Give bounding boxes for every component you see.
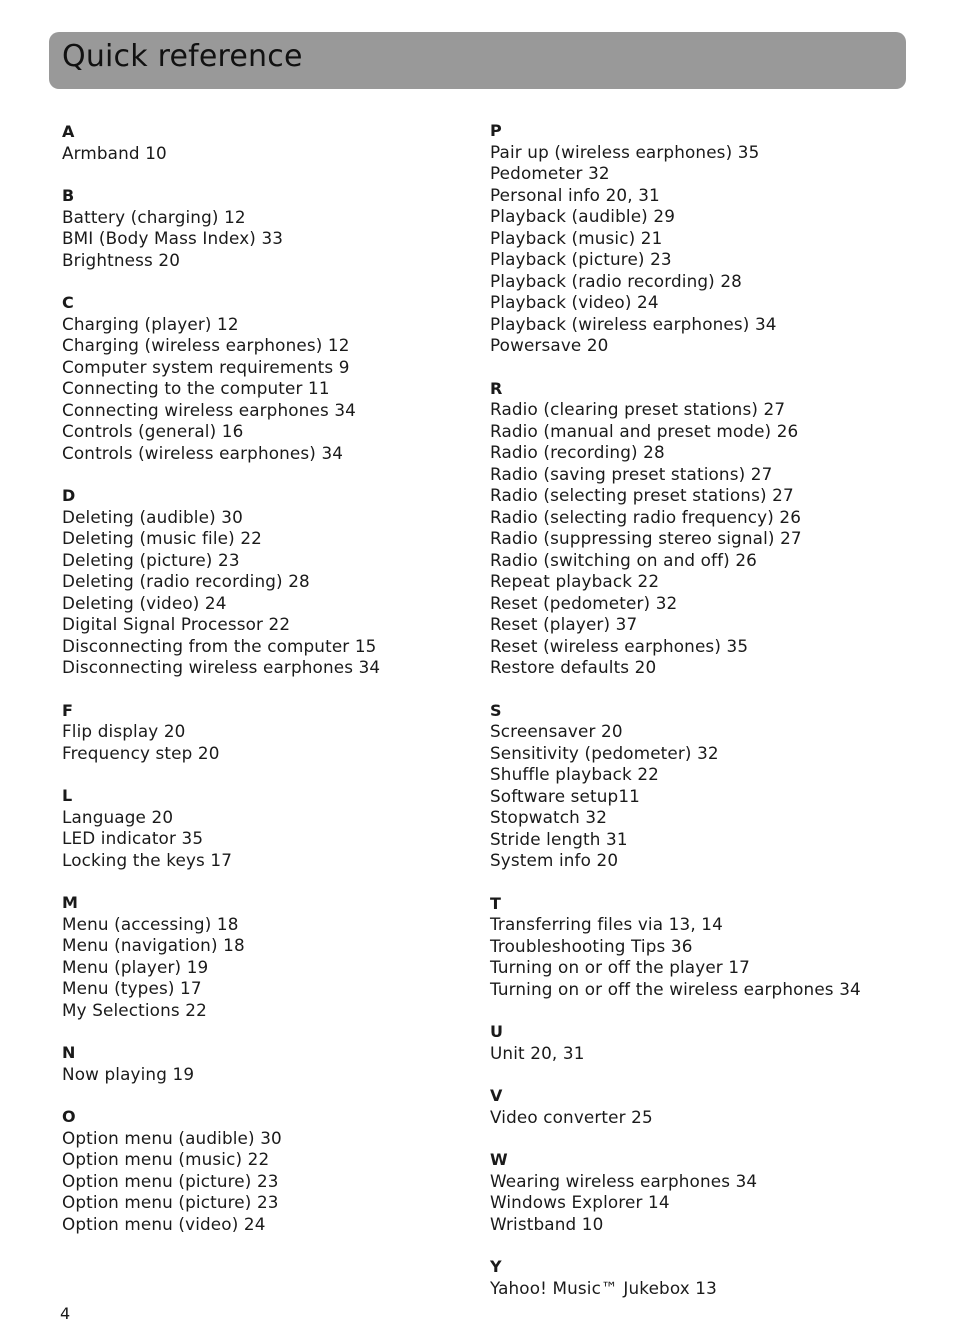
- index-entry: Deleting (picture) 23: [62, 549, 240, 570]
- index-entry: Pair up (wireless earphones) 35: [490, 141, 760, 162]
- index-entry: Brightness 20: [62, 249, 181, 270]
- index-entry: Option menu (picture) 23: [62, 1170, 279, 1191]
- index-entry: Armband 10: [62, 142, 167, 163]
- index-section-o: [62, 1106, 482, 1235]
- index-section-t: [490, 893, 910, 1001]
- section-letter: A: [62, 122, 75, 141]
- index-entry: Screensaver 20: [490, 721, 623, 741]
- index-entry: Option menu (music) 22: [62, 1149, 270, 1169]
- index-entry: Unit 20, 31: [490, 1042, 585, 1063]
- index-entry: Battery (charging) 12: [62, 206, 246, 227]
- index-entry: Language 20: [62, 806, 174, 827]
- index-entry: Charging (player) 12: [62, 313, 239, 334]
- index-entry: Menu (player) 19: [62, 956, 209, 977]
- section-letter: D: [62, 486, 76, 505]
- index-entry: Connecting wireless earphones 34: [62, 399, 356, 420]
- index-entry: Troubleshooting Tips 36: [490, 935, 693, 956]
- index-section-s: [490, 700, 910, 872]
- index-section-b: [62, 185, 482, 271]
- index-entry: Disconnecting from the computer 15: [62, 635, 377, 656]
- index-entry: Reset (pedometer) 32: [490, 592, 678, 613]
- index-entry: Playback (music) 21: [490, 227, 663, 248]
- index-entry: Video converter 25: [490, 1106, 653, 1127]
- index-entry: Now playing 19: [62, 1063, 195, 1084]
- index-section-m: [62, 892, 482, 1021]
- index-entry: Personal info 20, 31: [490, 184, 660, 205]
- section-letter: Y: [490, 1257, 502, 1276]
- index-entry: Repeat playback 22: [490, 571, 660, 591]
- index-column-left: [62, 121, 482, 1256]
- index-entry: Deleting (video) 24: [62, 592, 227, 613]
- section-letter: L: [62, 786, 73, 805]
- index-entry: Connecting to the computer 11: [62, 378, 330, 398]
- index-entry: Wristband 10: [490, 1213, 604, 1234]
- section-letter: W: [490, 1150, 508, 1169]
- index-section-d: [62, 485, 482, 679]
- index-entry: Shuffle playback 22: [490, 764, 660, 784]
- section-letter: N: [62, 1043, 76, 1062]
- section-letter: C: [62, 293, 74, 312]
- index-entry: Playback (picture) 23: [490, 249, 672, 269]
- index-entry: Yahoo! Music™ Jukebox 13: [490, 1277, 717, 1298]
- section-letter: M: [62, 893, 78, 912]
- section-letter: O: [62, 1107, 76, 1126]
- index-entry: Windows Explorer 14: [490, 1192, 670, 1212]
- index-entry: Option menu (video) 24: [62, 1213, 266, 1234]
- index-section-a: [62, 121, 482, 164]
- index-entry: Deleting (music file) 22: [62, 528, 262, 548]
- index-entry: Controls (general) 16: [62, 421, 244, 441]
- index-entry: Reset (player) 37: [490, 614, 638, 634]
- index-entry: Playback (audible) 29: [490, 206, 676, 226]
- index-entry: My Selections 22: [62, 999, 207, 1020]
- index-entry: Disconnecting wireless earphones 34: [62, 657, 381, 677]
- section-letter: V: [490, 1086, 503, 1105]
- index-entry: Sensitivity (pedometer) 32: [490, 742, 719, 763]
- index-entry: Playback (video) 24: [490, 292, 659, 312]
- index-entry: Stride length 31: [490, 828, 628, 849]
- index-entry: BMI (Body Mass Index) 33: [62, 228, 284, 248]
- index-section-u: [490, 1021, 910, 1064]
- index-entry: Turning on or off the player 17: [490, 957, 750, 977]
- index-entry: Pedometer 32: [490, 163, 610, 183]
- index-entry: Radio (recording) 28: [490, 442, 665, 462]
- index-entry: Playback (radio recording) 28: [490, 270, 742, 291]
- header-bar: [49, 32, 906, 89]
- page-number: 4: [60, 1304, 71, 1323]
- section-letter: F: [62, 700, 73, 720]
- index-section-r: [490, 378, 910, 679]
- index-entry: Software setup11: [490, 785, 640, 806]
- index-entry: Radio (switching on and off) 26: [490, 549, 758, 570]
- index-entry: Transferring files via 13, 14: [490, 914, 723, 934]
- index-entry: Controls (wireless earphones) 34: [62, 442, 344, 463]
- index-section-v: [490, 1085, 910, 1128]
- index-entry: Menu (navigation) 18: [62, 935, 245, 955]
- index-entry: Frequency step 20: [62, 742, 220, 763]
- section-letter: R: [490, 378, 503, 398]
- index-entry: LED indicator 35: [62, 828, 204, 848]
- index-entry: Charging (wireless earphones) 12: [62, 335, 350, 355]
- index-entry: Reset (wireless earphones) 35: [490, 635, 749, 656]
- index-entry: Stopwatch 32: [490, 807, 608, 827]
- index-entry: Wearing wireless earphones 34: [490, 1170, 758, 1191]
- index-entry: Restore defaults 20: [490, 657, 657, 677]
- index-entry: Option menu (audible) 30: [62, 1127, 282, 1148]
- index-entry: Digital Signal Processor 22: [62, 614, 291, 634]
- index-entry: Radio (suppressing stereo signal) 27: [490, 528, 802, 548]
- index-entry: Powersave 20: [490, 335, 609, 355]
- index-entry: System info 20: [490, 850, 619, 870]
- section-letter: B: [62, 186, 75, 205]
- index-entry: Deleting (audible) 30: [62, 506, 243, 527]
- index-section-w: [490, 1149, 910, 1235]
- index-entry: Deleting (radio recording) 28: [62, 571, 310, 591]
- section-letter: S: [490, 700, 502, 720]
- index-column-right: [490, 120, 910, 1320]
- index-section-c: [62, 292, 482, 464]
- index-section-n: [62, 1042, 482, 1085]
- index-entry: Radio (saving preset stations) 27: [490, 463, 773, 484]
- index-section-p: [490, 120, 910, 357]
- section-letter: U: [490, 1022, 503, 1041]
- index-section-f: [62, 700, 482, 765]
- page-title: Quick reference: [62, 39, 303, 74]
- index-entry: Radio (selecting radio frequency) 26: [490, 506, 802, 527]
- index-section-y: [490, 1256, 910, 1299]
- index-entry: Menu (types) 17: [62, 978, 202, 998]
- index-entry: Playback (wireless earphones) 34: [490, 313, 777, 334]
- index-entry: Locking the keys 17: [62, 849, 233, 870]
- index-entry: Menu (accessing) 18: [62, 913, 239, 934]
- index-entry: Flip display 20: [62, 721, 186, 741]
- index-entry: Option menu (picture) 23: [62, 1192, 279, 1212]
- index-entry: Turning on or off the wireless earphones 34: [490, 978, 861, 999]
- section-letter: T: [490, 893, 501, 913]
- index-entry: Radio (manual and preset mode) 26: [490, 420, 799, 441]
- index-section-l: [62, 785, 482, 871]
- index-entry: Radio (clearing preset stations) 27: [490, 399, 786, 419]
- index-entry: Computer system requirements 9: [62, 356, 350, 377]
- index-entry: Radio (selecting preset stations) 27: [490, 485, 794, 505]
- section-letter: P: [490, 121, 502, 140]
